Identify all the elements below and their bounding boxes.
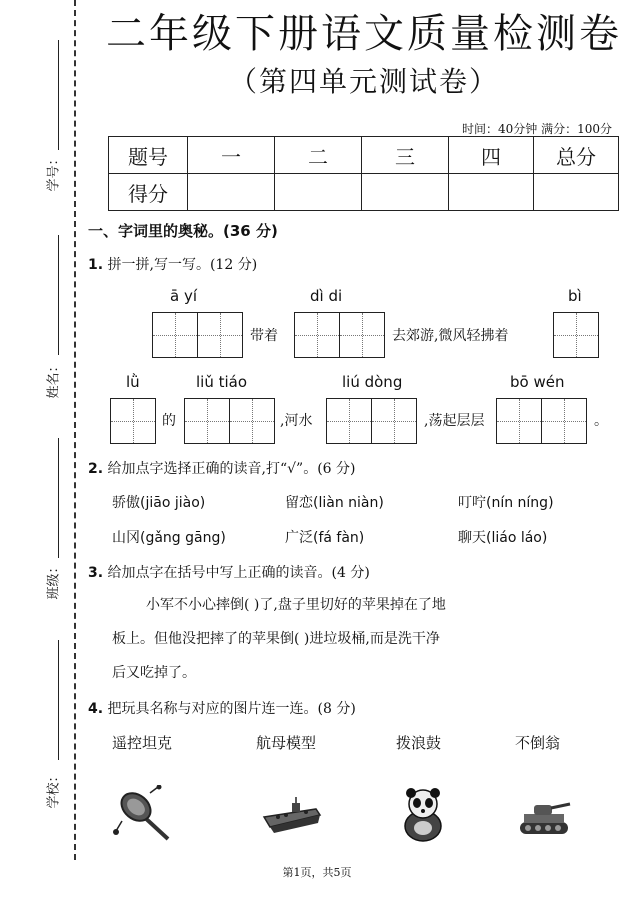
- pinyin-ayi: ā yí: [170, 287, 198, 305]
- reading-option[interactable]: [458, 492, 554, 512]
- option-pinyin: (fá fàn): [313, 530, 365, 546]
- exam-info: 时间：40分钟 满分：100分: [462, 122, 612, 136]
- student-number-blank[interactable]: [58, 40, 59, 150]
- binding-margin: [0, 0, 78, 897]
- pinyin-didi: dì di: [310, 287, 343, 305]
- toy-name-remote-tank[interactable]: 遥控坦克: [112, 734, 173, 752]
- reading-option[interactable]: [285, 527, 364, 547]
- student-name-blank[interactable]: [58, 235, 59, 355]
- score-header-cell: 三: [362, 137, 449, 174]
- student-number-label: 学号：: [46, 152, 62, 192]
- tumbler-doll-picture[interactable]: [400, 786, 446, 846]
- writing-grid-liutiao[interactable]: [184, 398, 275, 444]
- cut-line: [74, 0, 76, 860]
- pinyin-liudong: liú dòng: [342, 373, 403, 391]
- question-3-paragraph-line: 小军不小心摔倒( )了,盘子里切好的苹果掉在了地: [146, 597, 446, 613]
- page-title: 二年级下册语文质量检测卷: [106, 11, 622, 57]
- toy-tank-picture[interactable]: [516, 796, 572, 842]
- class-label: 班级：: [46, 560, 62, 600]
- student-name-field: [38, 235, 66, 405]
- question-3-paragraph-line: 后又吃掉了。: [112, 665, 196, 681]
- score-input-cell[interactable]: [534, 174, 619, 211]
- toy-name-tumbler[interactable]: 不倒翁: [515, 734, 561, 752]
- score-header-cell: 总分: [534, 137, 619, 174]
- pinyin-lv: lǜ: [126, 373, 140, 391]
- question-1-number: 1.: [88, 257, 104, 273]
- writing-grid-didi[interactable]: [294, 312, 385, 358]
- question-1-text: 拼一拼,写一写。(12 分): [107, 257, 258, 273]
- school-label: 学校：: [46, 769, 62, 809]
- writing-grid-liudong[interactable]: [326, 398, 417, 444]
- writing-grid-bowen[interactable]: [496, 398, 587, 444]
- section-one-title: 一、字词里的奥秘。(36 分): [88, 222, 278, 240]
- writing-grid-bi[interactable]: [553, 312, 599, 358]
- question-2-text: 给加点字选择正确的读音,打“√”。(6 分): [107, 461, 356, 477]
- score-input-cell[interactable]: [275, 174, 362, 211]
- reading-option[interactable]: [285, 492, 384, 512]
- score-table-score-row: [109, 174, 619, 211]
- class-blank[interactable]: [58, 438, 59, 558]
- option-word: 骄傲: [112, 495, 140, 511]
- connector-text: 的: [162, 413, 176, 429]
- page-subtitle: （第四单元测试卷）: [228, 65, 499, 98]
- option-pinyin: (jiāo jiào): [140, 495, 206, 511]
- pinyin-liutiao: liǔ tiáo: [196, 373, 248, 391]
- option-pinyin: (nín níng): [486, 495, 554, 511]
- score-header-cell: 一: [188, 137, 275, 174]
- writing-grid-lv[interactable]: [110, 398, 156, 444]
- reading-option[interactable]: [458, 527, 547, 547]
- score-table: [108, 136, 619, 211]
- connector-text: 带着: [250, 328, 278, 344]
- connector-text: ,荡起层层: [424, 413, 485, 429]
- connector-text: 。: [594, 413, 608, 429]
- rattle-drum-picture[interactable]: [112, 785, 172, 849]
- student-name-label: 姓名：: [46, 359, 62, 399]
- school-field: [38, 640, 66, 820]
- option-word: 山冈: [112, 530, 140, 546]
- toy-name-rattle-drum[interactable]: 拨浪鼓: [396, 734, 442, 752]
- question-4: [88, 698, 356, 718]
- reading-option[interactable]: [112, 492, 205, 512]
- question-2: [88, 458, 355, 478]
- option-pinyin: (gǎng gāng): [140, 530, 226, 546]
- option-word: 叮咛: [458, 495, 486, 511]
- aircraft-carrier-picture[interactable]: [262, 795, 322, 841]
- option-word: 留恋: [285, 495, 313, 511]
- pinyin-bowen: bō wén: [510, 373, 565, 391]
- question-4-number: 4.: [88, 701, 104, 717]
- score-header-cell: 二: [275, 137, 362, 174]
- reading-option[interactable]: [112, 527, 226, 547]
- score-input-cell[interactable]: [188, 174, 275, 211]
- page-footer: 第1页，共5页: [282, 866, 352, 879]
- score-input-cell[interactable]: [449, 174, 534, 211]
- option-word: 聊天: [458, 530, 486, 546]
- pinyin-bi: bì: [568, 287, 582, 305]
- question-1: [88, 254, 257, 274]
- toy-name-carrier-model[interactable]: 航母模型: [256, 734, 317, 752]
- option-word: 广泛: [285, 530, 313, 546]
- writing-grid-ayi[interactable]: [152, 312, 243, 358]
- score-input-cell[interactable]: [362, 174, 449, 211]
- score-header-cell: 题号: [109, 137, 188, 174]
- student-number-field: [38, 40, 66, 200]
- question-3-text: 给加点字在括号中写上正确的读音。(4 分): [107, 565, 370, 581]
- option-pinyin: (liàn niàn): [313, 495, 384, 511]
- score-row-label: 得分: [109, 174, 188, 211]
- question-3-number: 3.: [88, 565, 104, 581]
- question-3: [88, 562, 370, 582]
- school-blank[interactable]: [58, 640, 59, 760]
- connector-text: ,河水: [280, 413, 313, 429]
- question-3-paragraph-line: 板上。但他没把摔了的苹果倒( )进垃圾桶,而是洗干净: [112, 631, 440, 647]
- question-2-number: 2.: [88, 461, 104, 477]
- question-4-text: 把玩具名称与对应的图片连一连。(8 分): [107, 701, 356, 717]
- score-table-header-row: [109, 137, 619, 174]
- connector-text: 去郊游,微风轻拂着: [392, 328, 509, 344]
- option-pinyin: (liáo láo): [486, 530, 548, 546]
- score-header-cell: 四: [449, 137, 534, 174]
- class-field: [38, 438, 66, 598]
